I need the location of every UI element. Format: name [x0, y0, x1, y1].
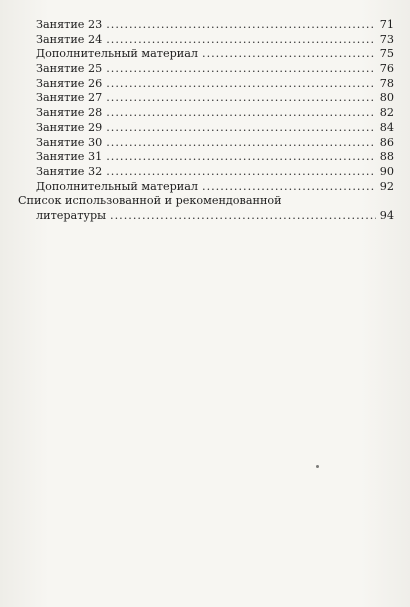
toc-entry-page: 75	[379, 47, 394, 61]
toc-entry-label: Занятие 31	[36, 150, 103, 164]
dot-leader	[106, 18, 376, 33]
dot-leader	[106, 62, 376, 77]
toc-entry-references	[18, 209, 394, 224]
toc-entry-page: 73	[379, 32, 394, 46]
toc-entry-page: 76	[379, 62, 394, 76]
dot-leader	[106, 33, 376, 48]
toc-entry-label: Занятие 28	[36, 106, 103, 120]
toc-entry-label: Дополнительный материал	[36, 179, 199, 193]
dot-leader	[106, 165, 376, 180]
page-speck	[316, 465, 319, 468]
dot-leader	[202, 180, 376, 195]
toc-entry-label: Занятие 26	[36, 76, 103, 90]
toc-entry-page: 94	[379, 208, 394, 222]
dot-leader	[106, 106, 376, 121]
toc-entry	[18, 47, 394, 62]
toc-entry-page: 82	[379, 106, 394, 120]
toc-entry-label: Занятие 29	[36, 120, 103, 134]
toc-entry-page: 84	[379, 120, 394, 134]
dot-leader	[106, 77, 376, 92]
dot-leader	[110, 209, 376, 224]
toc-references-title: Список использованной и рекомендованной	[18, 194, 282, 208]
toc-entry	[18, 150, 394, 165]
toc-entry-label: Занятие 24	[36, 32, 103, 46]
toc-entry	[18, 62, 394, 77]
dot-leader	[106, 91, 376, 106]
toc-entry	[18, 165, 394, 180]
toc-entry-label: Дополнительный материал	[36, 47, 199, 61]
toc-entry-label: Занятие 25	[36, 62, 103, 76]
toc-entry	[18, 91, 394, 106]
toc-entry-label: Занятие 27	[36, 91, 103, 105]
dot-leader	[106, 150, 376, 165]
toc-entry-label: Занятие 32	[36, 164, 103, 178]
toc-entry	[18, 106, 394, 121]
dot-leader	[106, 136, 376, 151]
toc-entry-label: Занятие 30	[36, 135, 103, 149]
toc-entry-page: 88	[379, 150, 394, 164]
table-of-contents	[18, 18, 394, 224]
toc-entry	[18, 33, 394, 48]
toc-entry-label: Занятие 23	[36, 18, 103, 31]
toc-entry	[18, 180, 394, 195]
toc-entry	[18, 18, 394, 33]
toc-entry-page: 71	[379, 18, 394, 31]
toc-entry-page: 92	[379, 179, 394, 193]
toc-entry-page: 86	[379, 135, 394, 149]
toc-entry-page: 78	[379, 76, 394, 90]
toc-entry-page: 80	[379, 91, 394, 105]
toc-entry-page: 90	[379, 164, 394, 178]
toc-entry	[18, 136, 394, 151]
toc-entry-label: литературы	[36, 208, 107, 222]
toc-entry	[18, 77, 394, 92]
dot-leader	[106, 121, 376, 136]
dot-leader	[202, 47, 376, 62]
toc-entry	[18, 121, 394, 136]
